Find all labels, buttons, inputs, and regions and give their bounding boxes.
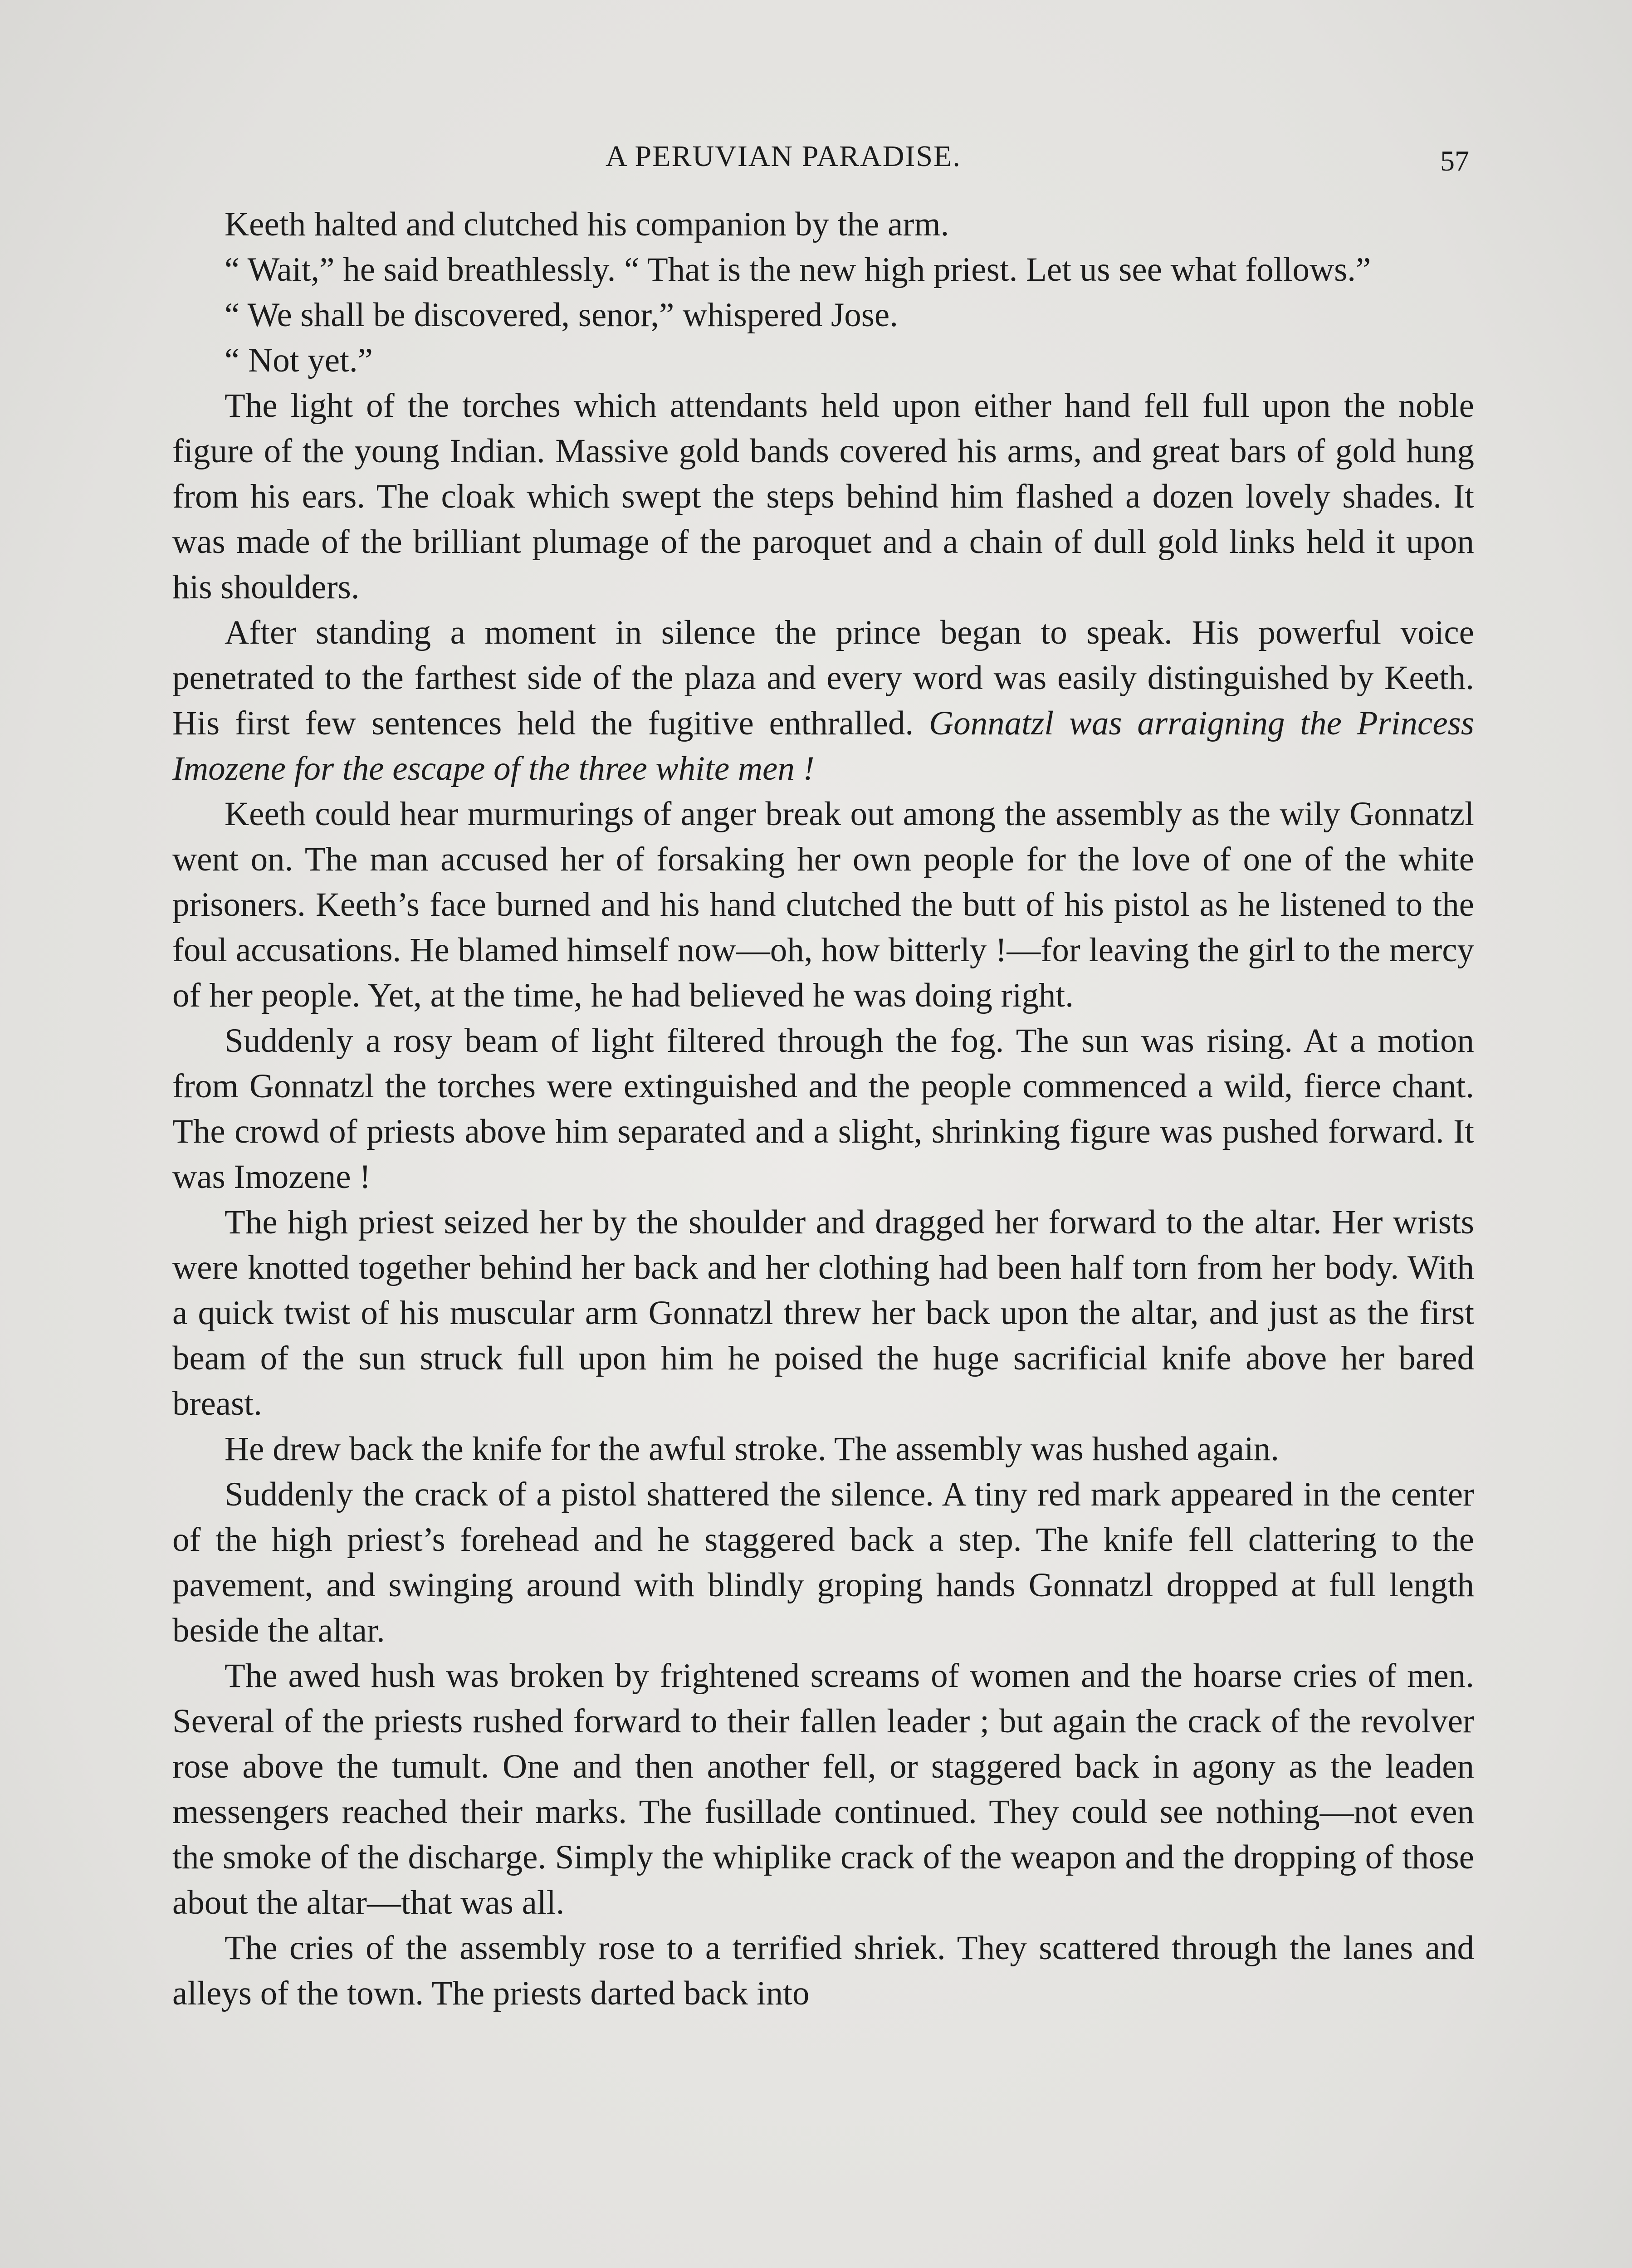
paragraph: Suddenly the crack of a pistol shattered the silence. A tiny red mark appeared in the center of the high priest’s forehead and he staggered back a step. The knife fell clattering to the pavement, and swinging around with blindly groping hands Gonnatzl dropped at full length beside the altar. — [172, 1476, 1474, 1649]
paragraph: Suddenly a rosy beam of light filtered through the fog. The sun was rising. At a motion from Gonnatzl the torches were extinguished and the people commenced a wild, fierce chant. The crowd of priests above him separated and a slight, shrinking figure was pushed forward. It was Imozene ! — [172, 1022, 1474, 1196]
paragraph-text: After standing a moment in silence the prince began to speak. His powerful voice penetrated to the farthest side of the plaza and every word was easily distinguished by Keeth. His first few sentences held the fugitive enthralled. — [172, 614, 1474, 742]
paragraph: “ We shall be discovered, senor,” whispered Jose. — [225, 296, 898, 334]
paragraph: “ Not yet.” — [225, 342, 373, 379]
paragraph: He drew back the knife for the awful stroke. The assembly was hushed again. — [225, 1430, 1279, 1468]
paragraph: The light of the torches which attendants held upon either hand fell full upon the noble figure of the young Indian. Massive gold bands covered his arms, and great bars of gold hung from his ears. The cloak which swept the steps behind him flashed a dozen lovely shades. It was made of the brilliant plumage of the paroquet and a chain of dull gold links held it upon his shoulders. — [172, 387, 1474, 606]
paragraph: Keeth halted and clutched his companion by the arm. — [225, 205, 949, 243]
paragraph: The awed hush was broken by frightened screams of women and the hoarse cries of men. Several of the priests rushed forward to their fallen leader ; but again the crack of the revolver rose above the tumult. One and then another fell, or staggered back in agony as the leaden messengers reached their marks. The fusillade continued. They could see nothing—not even the smoke of the discharge. Simply the whiplike crack of the weapon and the dropping of those about the altar—that was all. — [172, 1657, 1474, 1921]
running-head — [0, 136, 1632, 177]
running-title: A PERUVIAN PARADISE. — [606, 140, 961, 173]
paragraph: The high priest seized her by the shoulder and dragged her forward to the altar. Her wrists were knotted together behind her back and her clothing had been half torn from her body. With a quick twist of his muscular arm Gonnatzl threw her back upon the altar, and just as the first beam of the sun struck full upon him he poised the huge sacrificial knife above her bared breast. — [172, 1203, 1474, 1422]
italic-passage: Gonnatzl was arraigning the Princess Imozene for the escape of the three white men ! — [172, 704, 1475, 787]
paragraph: “ Wait,” he said breathlessly. “ That is the new high priest. Let us see what follows.” — [225, 251, 1371, 288]
paragraph — [172, 610, 1474, 792]
page-number: 57 — [1440, 145, 1469, 177]
paragraph: The cries of the assembly rose to a terrified shriek. They scattered through the lanes and alleys of the town. The priests darted back into — [172, 1929, 1474, 2012]
paragraph: Keeth could hear murmurings of anger break out among the assembly as the wily Gonnatzl went on. The man accused her of forsaking her own people for the love of one of the white prisoners. Keeth’s face burned and his hand clutched the butt of his pistol as he listened to the foul accusations. He blamed himself now—oh, how bitterly !—for leaving the girl to the mercy of her people. Yet, at the time, he had believed he was doing right. — [172, 795, 1474, 1014]
body-text — [172, 202, 1474, 2016]
